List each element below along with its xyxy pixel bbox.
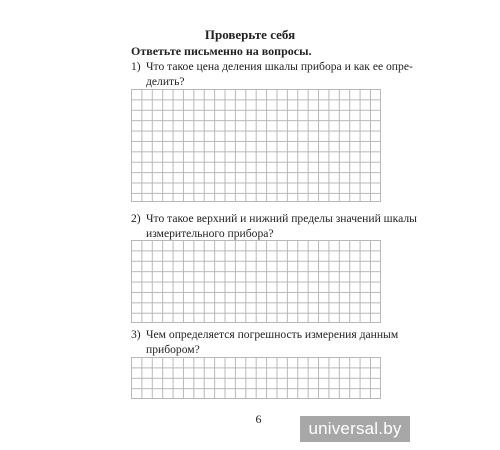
answer-grid-2[interactable] [131,240,381,323]
answer-grid-1[interactable] [131,89,381,202]
question-number: 3) [131,328,141,341]
question-text-line: делить? [146,74,185,88]
watermark-badge: universal.by [300,416,410,442]
answer-grid-3[interactable] [131,357,381,399]
page-title: Проверьте себя [204,27,296,42]
question-3 [131,328,399,357]
question-2 [131,212,417,241]
question-1 [131,60,413,89]
question-text-line: Что такое цена деления шкалы прибора и как ее опре- [146,60,413,73]
page-number: 6 [255,412,262,426]
question-number: 1) [131,60,141,73]
question-text-line: Что такое верхний и нижний пределы значений шкалы [146,212,417,225]
question-text-line: прибором? [146,342,200,356]
instruction-heading: Ответьте письменно на вопросы. [131,44,312,58]
question-text-line: измерительного прибора? [146,226,274,240]
question-text-line: Чем определяется погрешность измерения данным [146,328,399,341]
question-number: 2) [131,212,141,225]
